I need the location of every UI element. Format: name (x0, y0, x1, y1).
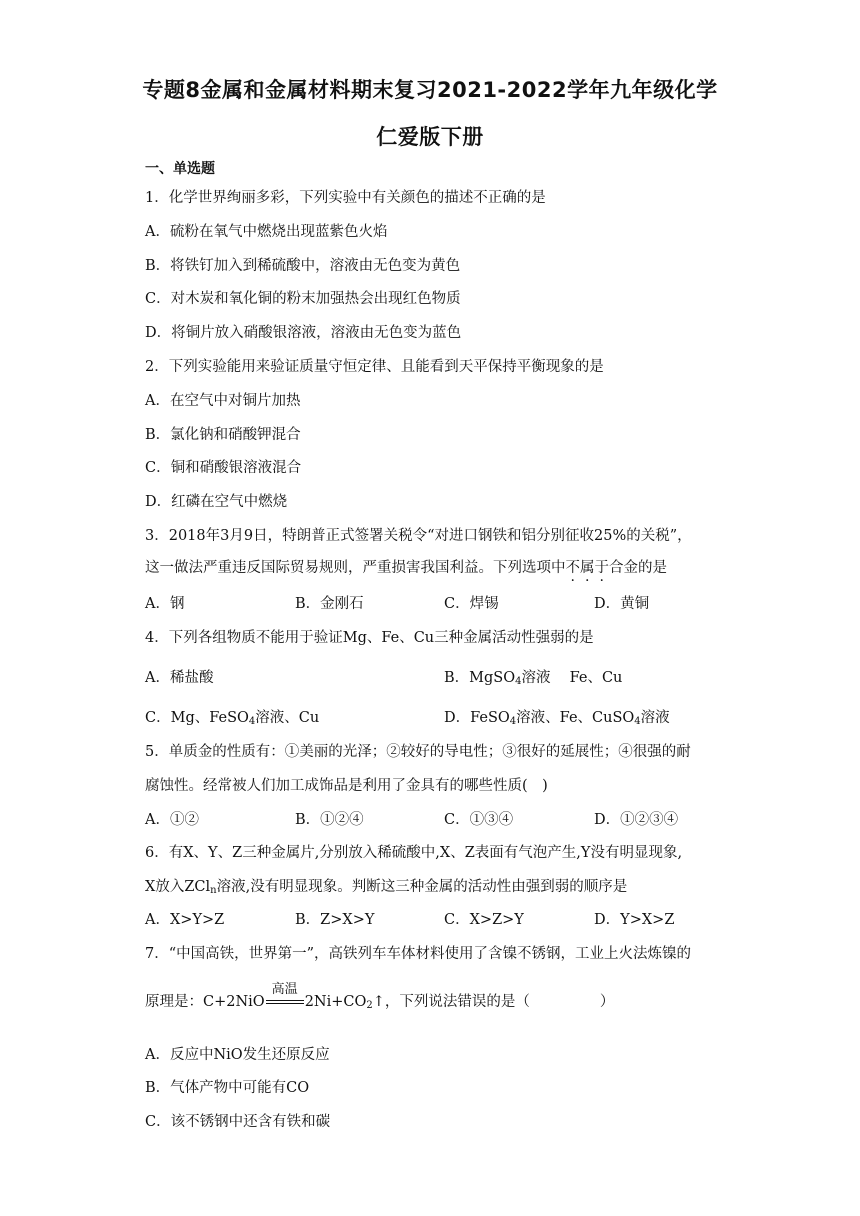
q1-option-b: B．将铁钉加入到稀硫酸中，溶液由无色变为黄色 (145, 258, 461, 274)
q7-stem-text: 原理是： (145, 994, 203, 1010)
q5-option-d: D．①②③④ (594, 812, 679, 828)
subscript: 4 (634, 716, 641, 727)
q4-stem: 4．下列各组物质不能用于验证Mg、Fe、Cu三种金属活动性强弱的是 (145, 630, 594, 646)
q4-b-text: B．MgSO (444, 670, 516, 686)
q6-option-d: D．Y>X>Z (594, 912, 675, 928)
q4-option-b (444, 666, 622, 687)
q5-stem-line-1: 5．单质金的性质有：①美丽的光泽；②较好的导电性；③很好的延展性；④很强的耐 (145, 744, 691, 760)
condition-label: 高温 (271, 982, 298, 997)
q6-stem-tail: 溶液,没有明显现象。判断这三种金属的活动性由强到弱的顺序是 (216, 879, 628, 895)
q2-option-d: D．红磷在空气中燃烧 (145, 494, 288, 510)
page-title-line-1: 专题8金属和金属材料期末复习2021-2022学年九年级化学 (142, 78, 718, 102)
q3-option-d: D．黄铜 (594, 596, 650, 612)
q7-stem-close: ） (599, 994, 615, 1010)
q3-option-a: A．钢 (145, 596, 185, 612)
q4-option-a: A．稀盐酸 (145, 670, 214, 686)
q1-stem: 1．化学世界绚丽多彩，下列实验中有关颜色的描述不正确的是 (145, 190, 546, 206)
q3-option-b: B．金刚石 (295, 596, 364, 612)
q3-stem-tail: 合金的是 (609, 560, 667, 576)
q1-option-d: D．将铜片放入硝酸银溶液，溶液由无色变为蓝色 (145, 325, 462, 341)
q7-option-b: B．气体产物中可能有CO (145, 1080, 310, 1096)
q2-option-c: C．铜和硝酸银溶液混合 (145, 460, 302, 476)
q2-option-b: B．氯化钠和硝酸钾混合 (145, 427, 301, 443)
q3-stem-line-2 (145, 556, 667, 577)
q4-option-d (444, 706, 670, 727)
q4-d-text: D．FeSO (444, 710, 510, 726)
q3-stem-text: 这一做法严重违反国际贸易规则，严重损害我国利益。下列选项中 (145, 560, 566, 576)
equals-sign (266, 1000, 304, 1004)
q2-option-a: A．在空气中对铜片加热 (145, 393, 301, 409)
q4-d-tail: 溶液 (640, 710, 670, 726)
subscript: 4 (248, 716, 256, 727)
q7-option-c: C．该不锈钢中还含有铁和碳 (145, 1114, 331, 1130)
equation-right: 2Ni+CO (304, 994, 367, 1010)
q4-c-tail: 溶液、Cu (255, 710, 320, 726)
q7-stem-line-2 (145, 982, 615, 1011)
emphasis-char: 于 (594, 560, 609, 576)
q6-stem-line-2 (145, 875, 627, 896)
subscript: n (210, 885, 217, 896)
q2-stem: 2．下列实验能用来验证质量守恒定律、且能看到天平保持平衡现象的是 (145, 359, 604, 375)
section-heading: 一、单选题 (145, 161, 215, 177)
q5-option-b: B．①②④ (295, 812, 364, 828)
emphasis-char: 属 (580, 560, 595, 576)
q4-c-text: C．Mg、FeSO (145, 710, 249, 726)
q6-option-a: A．X>Y>Z (145, 912, 225, 928)
q3-stem-line-1: 3．2018年3月9日，特朗普正式签署关税令“对进口钢铁和铝分别征收25%的关税”， (145, 528, 692, 544)
q1-option-c: C．对木炭和氧化铜的粉末加强热会出现红色物质 (145, 291, 461, 307)
q4-option-c (145, 706, 319, 727)
q6-stem-text: X放入ZCl (145, 879, 211, 895)
equation-left: C+2NiO (203, 994, 265, 1010)
gas-arrow: ↑ (372, 994, 385, 1010)
q6-option-c: C．X>Z>Y (444, 912, 524, 928)
subscript: 4 (515, 676, 522, 687)
q5-option-a: A．①② (145, 812, 199, 828)
q5-option-c: C．①③④ (444, 812, 514, 828)
subscript: 2 (366, 1000, 373, 1011)
q5-stem-line-2: 腐蚀性。经常被人们加工成饰品是利用了金具有的哪些性质( ) (145, 778, 548, 794)
q3-option-c: C．焊锡 (444, 596, 499, 612)
q7-option-a: A．反应中NiO发生还原反应 (145, 1047, 330, 1063)
subscript: 4 (509, 716, 517, 727)
q3-emphasis (566, 560, 610, 576)
q6-stem-line-1: 6．有X、Y、Z三种金属片,分别放入稀硫酸中,X、Z表面有气泡产生,Y没有明显现象, (145, 845, 683, 861)
page-title-line-2: 仁爱版下册 (376, 125, 484, 149)
q4-d-mid: 溶液、Fe、CuSO (516, 710, 635, 726)
q7-stem-tail: ，下列说法错误的是（ (384, 994, 530, 1010)
emphasis-char: 不 (565, 560, 580, 576)
reaction-condition (265, 982, 305, 1010)
q1-option-a: A．硫粉在氧气中燃烧出现蓝紫色火焰 (145, 224, 388, 240)
q4-b-tail: 溶液 Fe、Cu (521, 670, 623, 686)
q6-option-b: B．Z>X>Y (295, 912, 375, 928)
q7-stem-line-1: 7．“中国高铁，世界第一”，高铁列车车体材料使用了含镍不锈钢，工业上火法炼镍的 (145, 946, 692, 962)
